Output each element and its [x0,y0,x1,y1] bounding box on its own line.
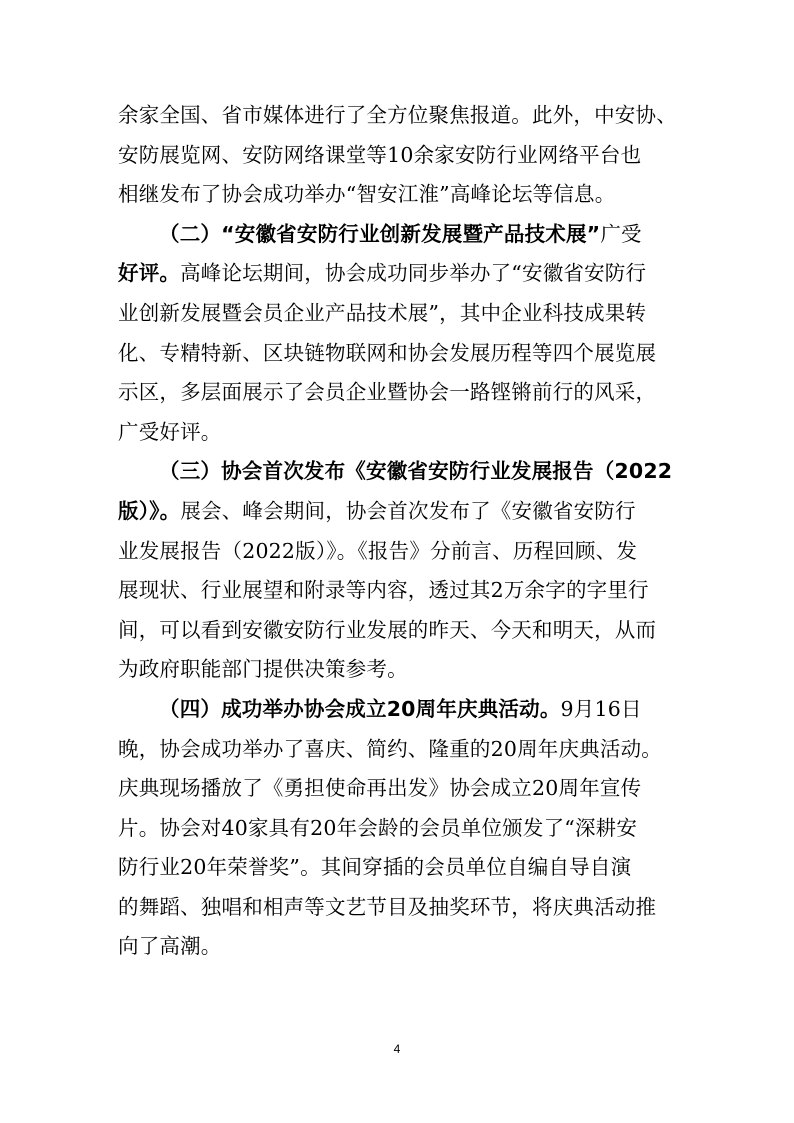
text-line [118,690,678,730]
text-line [118,452,678,492]
body-text-segment: 高峰论坛期间，协会成功同步举办了“安徽省安防行 [180,261,647,286]
bold-heading-text: （四）成功举办协会成立20周年庆典活动。 [159,696,561,721]
body-text-segment: 防行业20年荣誉奖”。其间穿插的会员单位自编自导自演 [118,855,632,880]
text-line [118,650,678,690]
body-text-segment: 余家全国、省市媒体进行了全方位聚焦报道。此外，中安协、 [118,103,677,127]
text-line [118,492,678,532]
body-text-segment: 业发展报告（2022版）》。《报告》分前言、历程回顾、发 [118,538,638,563]
text-line [118,888,678,928]
text-line [118,848,678,888]
bold-heading-text: （三）协会首次发布《安徽省安防行业发展报告（2022 [159,459,673,484]
body-text-segment: 展现状、行业展望和附录等内容，透过其2万余字的字里行 [118,578,649,603]
body-text-segment: 展会、峰会期间，协会首次发布了《安徽省安防行 [180,498,636,523]
bold-heading-text: （二）“安徽省安防行业创新发展暨产品技术展” [159,221,601,246]
text-line [118,769,678,809]
text-line [118,96,678,136]
body-text-segment: 9月16日 [560,696,642,721]
text-line [118,730,678,770]
body-text-segment: 广受 [600,221,642,246]
body-text-segment: 为政府职能部门提供决策参考。 [118,657,408,682]
text-line [118,413,678,453]
text-line [118,373,678,413]
text-line [118,611,678,651]
text-line [118,571,678,611]
body-text-segment: 间，可以看到安徽安防行业发展的昨天、今天和明天，从而 [118,617,657,642]
text-line [118,175,678,215]
text-line [118,254,678,294]
text-line [118,927,678,967]
text-line [118,334,678,374]
body-text-segment: 向了高潮。 [118,934,222,959]
text-line [118,809,678,849]
text-line [118,532,678,572]
body-text-segment: 片。协会对40家具有20年会龄的会员单位颁发了“深耕安 [118,815,638,840]
body-text-segment: 广受好评。 [118,419,222,444]
bold-heading-text: 好评。 [118,261,181,286]
body-text-segment: 业创新发展暨会员企业产品技术展”，其中企业科技成果转 [118,300,647,325]
body-text-segment: 示区，多层面展示了会员企业暨协会一路铿锵前行的风采， [118,380,657,405]
body-text-segment: 化、专精特新、区块链物联网和协会发展历程等四个展览展 [118,340,657,365]
text-line [118,215,678,255]
bold-heading-text: 版）》。 [118,498,181,523]
page-number: 4 [393,1042,401,1056]
body-text-segment: 安防展览网、安防网络课堂等10余家安防行业网络平台也 [118,142,642,167]
body-text-segment: 相继发布了协会成功举办“智安江淮”高峰论坛等信息。 [118,182,616,207]
body-text-segment: 的舞蹈、独唱和相声等文艺节目及抽奖环节，将庆典活动推 [118,894,657,919]
text-line [118,294,678,334]
body-text-segment: 晚，协会成功举办了喜庆、简约、隆重的20周年庆典活动。 [118,736,662,761]
text-line [118,136,678,176]
body-text [118,96,678,967]
body-text-segment: 庆典现场播放了《勇担使命再出发》协会成立20周年宣传 [118,776,642,801]
